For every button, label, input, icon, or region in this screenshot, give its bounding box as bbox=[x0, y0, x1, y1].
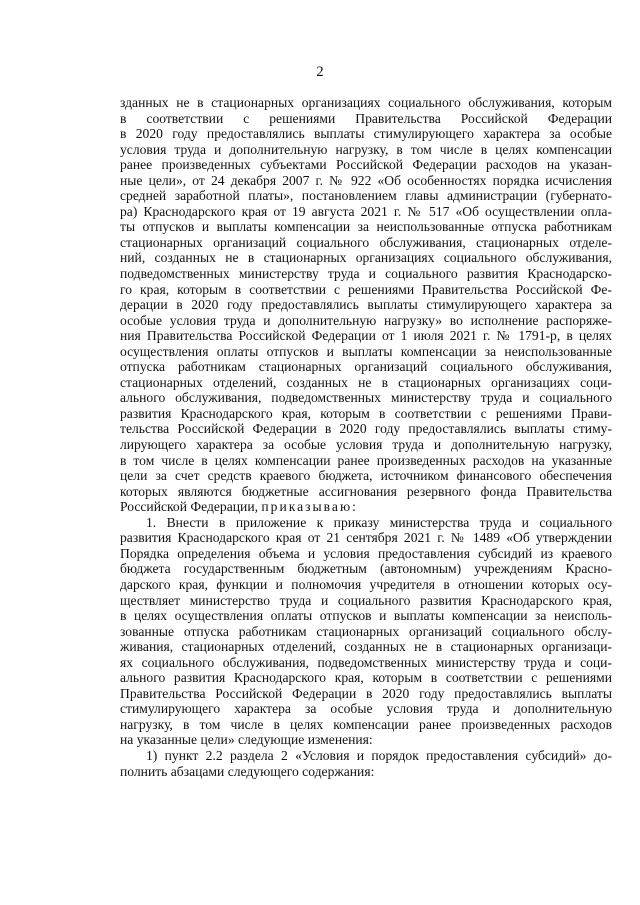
paragraph bbox=[120, 95, 612, 515]
order-word: приказываю: bbox=[261, 499, 358, 515]
text-line: ального обслуживания, подведомственных министерству труда и социального bbox=[120, 390, 612, 406]
text-line: в соответствии с решениями Правительства Российской Федерации bbox=[120, 110, 612, 126]
text-line: ществляет министерство труда и социального развития Краснодарского края, bbox=[120, 592, 612, 608]
text-line: в том числе в целях компенсации ранее произведенных расходов на указанные bbox=[120, 452, 612, 468]
text-line: зованные отпуска работникам стационарных организаций социального обслу- bbox=[120, 623, 612, 639]
text-line: особые условия труда и дополнительную нагрузку» во исполнение распоряже- bbox=[120, 312, 612, 328]
text-line: стимулирующего характера за особые условия труда и дополнительную bbox=[120, 701, 612, 717]
text-line: стационарных организаций социального обслуживания, стационарных отделе- bbox=[120, 234, 612, 250]
text-line: Правительства Российской Федерации в 2020 году предоставлялись выплаты bbox=[120, 685, 612, 701]
text-line: стационарных отделений, созданных не в стационарных организациях соци- bbox=[120, 374, 612, 390]
text-line: отпуска работникам стационарных организаций социального обслуживания, bbox=[120, 359, 612, 375]
text-line: 1. Внести в приложение к приказу министерства труда и социального bbox=[146, 514, 612, 530]
text-line: подведомственных министерству труда и социального развития Краснодарско- bbox=[120, 266, 612, 282]
paragraph bbox=[120, 515, 612, 748]
text-line: ные цели», от 24 декабря 2007 г. № 922 «Об особенностях порядка исчисления bbox=[120, 172, 612, 188]
text-line: ния Правительства Российской Федерации от 1 июля 2021 г. № 1791-р, в целях bbox=[120, 328, 612, 344]
text-line: дарского края, функции и полномочия учредителя в отношении которых осу- bbox=[120, 576, 612, 592]
text-fragment: Российской Федерации, bbox=[120, 499, 262, 515]
text-line: лирующего характера за особые условия труда и дополнительную нагрузку, bbox=[120, 437, 612, 453]
text-line: зданных не в стационарных организациях социального обслуживания, которым bbox=[120, 95, 612, 110]
text-line: условия труда и дополнительную нагрузку, в том числе в целях компенсации bbox=[120, 141, 612, 157]
text-line: ях социального обслуживания, подведомственных министерству труда и соци- bbox=[120, 654, 612, 670]
text-line: го края, которым в соответствии с решениями Правительства Российской Фе- bbox=[120, 281, 612, 297]
text-line: 1) пункт 2.2 раздела 2 «Условия и порядок предоставления субсидий» до- bbox=[146, 747, 612, 763]
text-line: полнить абзацами следующего содержания: bbox=[120, 763, 375, 779]
text-line: бюджета государственным бюджетным (автономным) учреждениям Красно- bbox=[120, 561, 612, 577]
text-line: осуществления оплаты отпусков и выплаты компенсации за неиспользованные bbox=[120, 343, 612, 359]
text-line: средней заработной платы», постановлением главы администрации (губернато- bbox=[120, 188, 612, 204]
text-line: ты отпусков и выплаты компенсации за неиспользованные отпуска работникам bbox=[120, 219, 612, 235]
text-line: развития Краснодарского края от 21 сентября 2021 г. № 1489 «Об утверждении bbox=[120, 530, 612, 546]
document-body bbox=[120, 95, 612, 779]
text-line: нагрузку, в том числе в целях компенсации ранее произведенных расходов bbox=[120, 716, 612, 732]
text-line: цели за счет средств краевого бюджета, источником финансового обеспечения bbox=[120, 468, 612, 484]
text-line: ра) Краснодарского края от 19 августа 2021 г. № 517 «Об осуществлении опла- bbox=[120, 203, 612, 219]
text-line: живания, стационарных отделений, созданных не в стационарных организаци- bbox=[120, 639, 612, 655]
text-line: ального развития Краснодарского края, которым в соответствии с решениями bbox=[120, 670, 612, 686]
text-line: которых являются бюджетные ассигнования резервного фонда Правительства bbox=[120, 483, 612, 499]
text-line: на указанные цели» следующие изменения: bbox=[120, 732, 373, 748]
text-line: развития Краснодарского края, которым в соответствии с решениями Прави- bbox=[120, 405, 612, 421]
text-line bbox=[120, 499, 612, 515]
text-line: ний, созданных не в стационарных организациях социального обслуживания, bbox=[120, 250, 612, 266]
text-line: дерации в 2020 году предоставлялись выплаты стимулирующего характера за bbox=[120, 297, 612, 313]
paragraph bbox=[120, 748, 612, 779]
page-number: 2 bbox=[316, 64, 324, 80]
text-line: тельства Российской Федерации в 2020 году предоставлялись выплаты стиму- bbox=[120, 421, 612, 437]
text-line: ранее произведенных субъектами Российской Федерации расходов на указан- bbox=[120, 157, 612, 173]
text-line: в 2020 году предоставлялись выплаты стимулирующего характера за особые bbox=[120, 126, 612, 142]
text-line: в целях осуществления оплаты отпусков и выплаты компенсации за неисполь- bbox=[120, 608, 612, 624]
text-line: Порядка определения объема и условия предоставления субсидий из краевого bbox=[120, 545, 612, 561]
